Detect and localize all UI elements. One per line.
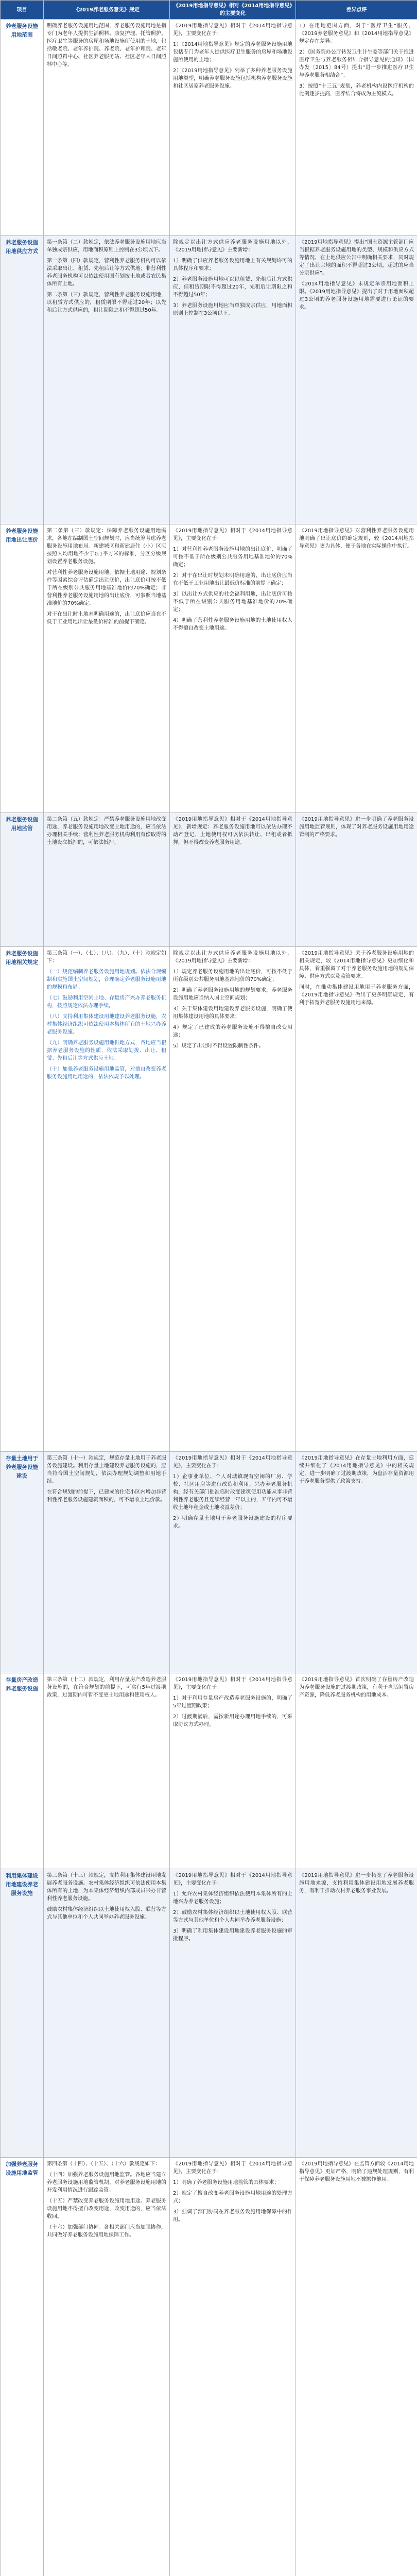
paragraph: 3）关于集体建设用地建设养老服务设施，明确了使用集体建设用地的具体要求；: [173, 1005, 292, 1021]
paragraph: 《2019用地指导意见》进一步明确了养老服务设施用地监管规则，体现了对养老服务设施用地用途管制的严格要求。: [299, 816, 414, 839]
paragraph: 5）规定了出让时不得设置限制性条件。: [173, 1042, 292, 1050]
paragraph: 1）企事业单位、个人对城镇现有空闲的厂房、学校、社区用房等进行改造和利用，兴办养老服务机构，经有关部门批准临时改变建筑使用功能从事非营利性养老服务且连续经营一年以上的，五年内可不增收土地年租金或土地收益差价；: [173, 1473, 292, 1512]
table-row: [1, 1452, 417, 1673]
cell-comment: [296, 2158, 417, 2576]
paragraph: 第一条第（四）款规定，营利性养老服务机构可以依法采取出让、租赁、先租后让等方式供地；非营利性养老服务机构可以依法使用国有划拨土地或者农民集体所有土地。: [47, 257, 166, 288]
cell-comment: [296, 1452, 417, 1673]
table-header-row: [1, 1, 417, 20]
table-row: [1, 236, 417, 524]
paragraph: 《2019用地指导意见》相对于《2014用地指导意见》，主要变化在于：: [173, 527, 292, 543]
paragraph: 1）在用地范围方面，对于“医疗卫生”服务，《2019养老服务意见》和《2014用地指导意见》规定存在差异。: [299, 22, 414, 45]
table-row: [1, 1869, 417, 2158]
cell-changes: [170, 524, 296, 813]
paragraph: 《2019用地指导意见》提出“国土资源主管部门应当根据养老服务设施用地的类型、规模和供应方式等情况，在土地供应公告中明确相关要求，同时规定了出让宗地的面积不得超过3公顷，超过的应当分宗供应”。: [299, 239, 414, 277]
paragraph: （八）支持利用集体建设用地建设养老服务设施，农村集体经济组织可依法使用本集体所有的土地兴办养老服务设施。: [47, 1013, 166, 1036]
cell-comment: [296, 236, 417, 524]
table-row: [1, 20, 417, 236]
table-row: [1, 813, 417, 947]
cell-changes: [170, 947, 296, 1452]
paragraph: 第三条第（十三）款规定，支持利用集体建设用地发展养老服务设施。农村集体经济组织可依法使用本集体所有的土地，为本集体经济组织内部成员兴办非营利性养老服务设施。: [47, 1872, 166, 1903]
row-item-label: 加强养老服务设施用地监管: [1, 2158, 44, 2576]
paragraph: 对营利性养老服务设施用地，依据土地用途、规划条件等因素综合评估确定出让底价，出让底价可按不低于所在级别公共服务用地基准地价的70%确定；非营利性养老服务设施用地的出让底价，可参照当地基准地价的70%确定。: [47, 569, 166, 607]
cell-2019-opinion: [44, 813, 170, 947]
cell-changes: [170, 1673, 296, 1869]
paragraph: 3）养老服务设施用地应当单独成宗供应，用地面积原则上控制在3公顷以下。: [173, 302, 292, 317]
paragraph: （九）明确养老服务设施用地供地方式，各地应当根据养老服务设施的性质，依法采取划拨、出让、租赁、先租后让等方式供应土地。: [47, 1039, 166, 1062]
paragraph: 2）明确存量土地用于养老服务设施建设的程序要求。: [173, 1515, 292, 1530]
paragraph: 第一条第（二）款规定，依法养老服务设施用地应当单独成宗供应，用地面积原则上控制在3公顷以下。: [47, 239, 166, 254]
cell-comment: [296, 813, 417, 947]
paragraph: 除规定以出让方式供应养老服务设施用地以外，《2019用地指导意见》主要新增：: [173, 950, 292, 965]
paragraph: （十六）加强部门协同。各相关部门应当加强协作，共同做好养老服务设施用地保障工作。: [47, 2224, 166, 2239]
table-row: [1, 2158, 417, 2576]
cell-comment: [296, 1673, 417, 1869]
header-2019-opinion: 《2019养老服务意见》规定: [44, 1, 170, 20]
row-item-label: 存量房产改造养老服务设施: [1, 1673, 44, 1869]
cell-2019-opinion: [44, 20, 170, 236]
paragraph: 1）明确了养老服务设施用地监管的具体要求；: [173, 2179, 292, 2187]
paragraph: 3）强调了部门协同在养老服务设施用地保障中的作用。: [173, 2208, 292, 2224]
paragraph: 除规定以出让方式供应养老服务设施用地以外，《2019用地指导意见》主要新增：: [173, 239, 292, 254]
paragraph: 第二条第（三）款规定，营利性养老服务设施用地，以租赁方式供应的，租赁期限不得超过20年；以先租后让方式供应的，租让期限之和不得超过50年。: [47, 291, 166, 314]
row-item-label: 养老服务设施用地监管: [1, 813, 44, 947]
cell-2019-opinion: [44, 947, 170, 1452]
row-item-label: 养老服务设施用地范围: [1, 20, 44, 236]
paragraph: 2）《2019用地指导意见》列举了多种养老服务设施用地类型，明确养老服务设施包括机构养老服务设施和社区居家养老服务设施。: [173, 67, 292, 90]
paragraph: 明确养老服务设施用地范围，养老服务设施用地是指专门为老年人提供生活照料、康复护理、托管照护、医疗卫生等服务的房屋和场地设施所使用的土地，包括敬老院、老年养护院、养老院、老年护理院、老年日间照料中心、社区养老服务站、社区老年人日间照料中心等。: [47, 22, 166, 69]
paragraph: 3）以出让方式供应的社会福利用地，出让底价可按不低于所在级别公共服务用地基准地价的70%确定；: [173, 590, 292, 614]
table-row: [1, 1673, 417, 1869]
paragraph: 鼓励农村集体经济组织以土地使用权入股、联营等方式与其他单位和个人共同举办养老服务设施。: [47, 1906, 166, 1921]
header-item: 项目: [1, 1, 44, 20]
cell-2019-opinion: [44, 524, 170, 813]
paragraph: 《2019用地指导意见》进一步拓宽了养老服务设施用地来源，支持利用集体建设用地发展养老服务，有利于推动农村养老服务事业发展。: [299, 1872, 414, 1895]
paragraph: 第三条第（一）、（七）、（八）、（九）、（十）款规定如下：: [47, 950, 166, 965]
cell-changes: [170, 1452, 296, 1673]
paragraph: （十）加强养老服务设施用地监管，对擅自改变养老服务设施用地用途的，依法依规予以处理。: [47, 1065, 166, 1081]
row-item-label: 养老服务设施用地相关规定: [1, 947, 44, 1452]
paragraph: 2）《国务院办公厅转发卫生计生委等部门关于推进医疗卫生与养老服务相结合指导意见的通知》（国办发〔2015〕84号）提出“进一步推进医疗卫生与养老服务相结合”。: [299, 48, 414, 79]
paragraph: 在符合规划的前提下，已建成的住宅小区内增加非营利性养老服务设施建筑面积的，可不增收土地价款。: [47, 1488, 166, 1504]
cell-comment: [296, 20, 417, 236]
paragraph: 2）过渡期满后，需按新用途办理用地手续的，可采取协议方式办理。: [173, 1713, 292, 1728]
header-changes: 《2019用地指导意见》相对《2014用地指导意见》的主要变化: [170, 1, 296, 20]
paragraph: （一）规范编制养老服务设施用地规划。依法合规编制和实施国土空间规划，合理确定养老服务设施用地的规模和布局。: [47, 968, 166, 991]
paragraph: 《2019用地指导意见》相对于《2014用地指导意见》，新增规定：养老服务设施用地可以依法办理不动产登记，土地使用权可以依法转让、出租或者抵押，但不得改变养老服务用途。: [173, 816, 292, 846]
paragraph: 第三条第（十二）款规定，利用存量房产改造养老服务设施的，在符合规划的前提下，可实行5年过渡期政策，过渡期内可暂不变更土地用途和使用权人。: [47, 1676, 166, 1699]
paragraph: 1）对于利用存量房产改造养老服务设施的，明确了5年过渡期政策；: [173, 1694, 292, 1710]
paragraph: 《2019用地指导意见》首次明确了存量房产改造为养老服务设施的过渡期政策，有利于盘活闲置房产资源，降低养老服务机构的用地成本。: [299, 1676, 414, 1699]
paragraph: 第三条第（十一）款规定，规范存量土地用于养老服务设施建设。利用存量土地建设养老服务设施的，应当符合国土空间规划，依法办理规划调整和用地手续。: [47, 1454, 166, 1485]
paragraph: 4）规定了已建成的养老服务设施不得擅自改变用途；: [173, 1024, 292, 1039]
paragraph: 《2019用地指导意见》关于养老服务设施用地的相关规定，较《2014用地指导意见》更加细化和具体，着重强调了对于养老服务设施用地的规划保障、供应方式以及监管要求。: [299, 950, 414, 980]
paragraph: 第二条第（五）款规定：严禁养老服务设施用地改变用途，养老服务设施用地改变土地用途的，应当依法办理相关手续；营利性养老服务机构利用有偿取得的土地设立抵押的，可依法抵押。: [47, 816, 166, 846]
paragraph: 《2019用地指导意见》在监管方面较《2014用地指导意见》更加严格，明确了违规处理规则，有利于保障养老服务设施用地不被挪作他用。: [299, 2160, 414, 2183]
paragraph: （十四）加强养老服务设施用地监管。各地应当建立养老服务设施用地监管机制，对养老服务设施用地的开发利用情况进行跟踪监管。: [47, 2171, 166, 2194]
cell-2019-opinion: [44, 1673, 170, 1869]
cell-2019-opinion: [44, 1869, 170, 2158]
paragraph: 1）《2014用地指导意见》规定的养老服务设施用地包括专门为老年人提供医疗卫生服务的房屋和场地设施所使用的土地；: [173, 41, 292, 64]
cell-changes: [170, 813, 296, 947]
cell-2019-opinion: [44, 2158, 170, 2576]
cell-2019-opinion: [44, 1452, 170, 1673]
paragraph: 《2019用地指导意见》相对于《2014用地指导意见》，主要变化在于：: [173, 22, 292, 38]
paragraph: 3）明确了利用集体建设用地建设养老服务设施的审批程序。: [173, 1927, 292, 1943]
cell-changes: [170, 1869, 296, 2158]
cell-changes: [170, 20, 296, 236]
table-row: [1, 524, 417, 813]
cell-changes: [170, 236, 296, 524]
paragraph: 第四条第（十四）、（十五）、（十六）款规定如下：: [47, 2160, 166, 2168]
paragraph: 2）规定了擅自改变养老服务设施用地用途的处理方式；: [173, 2190, 292, 2205]
paragraph: 1）对营利性养老服务设施用地的出让底价，明确了可按不低于所在级别公共服务用地基准地价的70%确定；: [173, 546, 292, 569]
paragraph: 2）鼓励农村集体经济组织以土地使用权入股、联营等方式与其他单位和个人共同举办养老服务设施；: [173, 1909, 292, 1924]
paragraph: 4）明确了营利性养老服务设施用地的土地使用权人不得擅自改变土地用途。: [173, 617, 292, 632]
paragraph: 2）养老服务设施用地可以以租赁、先租后让方式供应，但租赁期限不得超过20年，先租后让期限之和不得超过50年；: [173, 276, 292, 299]
paragraph: （十五）严禁改变养老服务设施用地用途。养老服务设施用地不得擅自改变用途，改变用途的，应当依法收回。: [47, 2197, 166, 2221]
paragraph: 《2019用地指导意见》相对于《2014用地指导意见》，主要变化在于：: [173, 2160, 292, 2176]
cell-2019-opinion: [44, 236, 170, 524]
paragraph: 1）明确了供应养老服务设施用地上有关规划许可的具体程序和要求；: [173, 257, 292, 273]
row-item-label: 养老服务设施用地供应方式: [1, 236, 44, 524]
paragraph: 2）对于在出让时规划未明确用途的，出让底价应当在不低于工业用地出让最低价标准的前提下确定；: [173, 572, 292, 587]
paragraph: 第二条第（三）款规定：保障养老服务设施用地需求，各地在编制国土空间规划时，应当统筹考虑养老服务设施用地布局。新建城区和新建居住（小）区应按照人均用地不少于0.1平方米的标准，分区分级规划设置养老服务设施。: [47, 527, 166, 566]
paragraph: 《2019用地指导意见》在存量土地利用方面，延续并细化了《2014用地指导意见》中的相关规定，进一步明确了过渡期政策，为盘活存量资源用于养老服务提供了政策支持。: [299, 1454, 414, 1485]
row-item-label: 养老服务设施用地出让底价: [1, 524, 44, 813]
paragraph: 《2019用地指导意见》相对于《2014用地指导意见》，主要变化在于：: [173, 1872, 292, 1887]
cell-changes: [170, 2158, 296, 2576]
paragraph: 同时，在推动集体建设用地用于养老服务方面，《2019用地指导意见》做出了更多明确规定，有利于拓宽养老服务设施用地来源。: [299, 984, 414, 1007]
cell-comment: [296, 524, 417, 813]
paragraph: 《2019用地指导意见》相对于《2014用地指导意见》，主要变化在于：: [173, 1676, 292, 1691]
cell-comment: [296, 1869, 417, 2158]
paragraph: 1）规定养老服务设施用地的出让底价，可按不低于所在级别公共服务用地基准地价的70%确定；: [173, 968, 292, 984]
row-item-label: 利用集体建设用地建设养老服务设施: [1, 1869, 44, 2158]
table-body: [1, 20, 417, 2576]
paragraph: 《2019用地指导意见》相对于《2014用地指导意见》，主要变化在于：: [173, 1454, 292, 1470]
paragraph: 1）允许农村集体经济组织依法使用本集体所有的土地兴办养老服务设施；: [173, 1890, 292, 1906]
paragraph: （七）鼓励利用空闲土地、存量房产兴办养老服务机构，按照规定依法办理手续。: [47, 994, 166, 1010]
paragraph: 2）明确了养老服务设施用地的规划要求，养老服务设施用地应当纳入国土空间规划；: [173, 987, 292, 1002]
paragraph: 《2014用地指导意见》未规定单宗用地面积上限。《2019用地指导意见》提出了对于用地面积超过3公顷的养老服务设施用地需要进行论证的要求。: [299, 280, 414, 311]
header-comment: 差异点评: [296, 1, 417, 20]
paragraph: 3）按照“十三五”规划，养老机构内设医疗机构的比例逐步提高，医养结合将成为主流模式。: [299, 82, 414, 98]
row-item-label: 存量土地用于养老服务设施建设: [1, 1452, 44, 1673]
paragraph: 《2019用地指导意见》对营利性养老服务设施用地明确了出让底价的确定规则，较《2014用地指导意见》更为具体，便于各地在实际操作中执行。: [299, 527, 414, 550]
cell-comment: [296, 947, 417, 1452]
paragraph: 对于在出让时土地未明确用途的，出让底价应当在不低于工业用地出让最低价标准的前提下确定。: [47, 611, 166, 626]
table-row: [1, 947, 417, 1452]
